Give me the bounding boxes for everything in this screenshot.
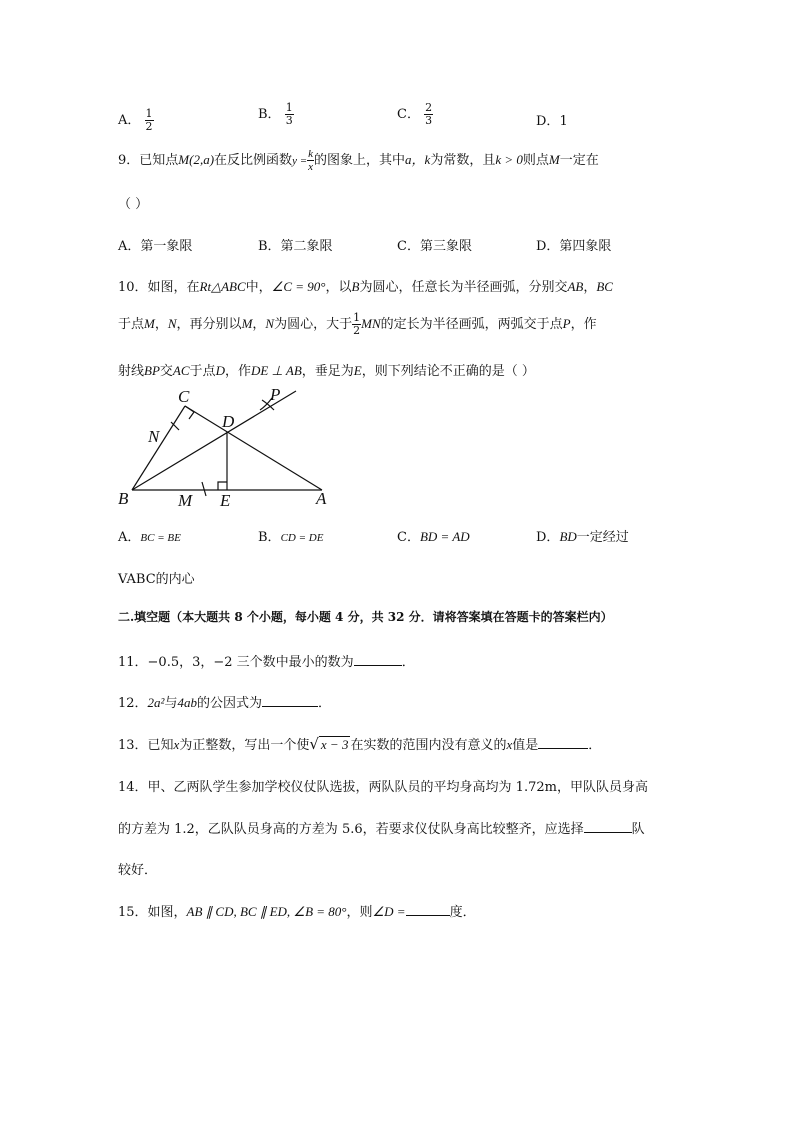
q9-mid3: 为常数，且 xyxy=(430,153,496,168)
q10-l3e: ，垂足为 xyxy=(301,364,354,379)
q10-option-a-expr: BC = BE xyxy=(140,532,181,544)
label-m: M xyxy=(178,491,193,510)
q12-a: 12． xyxy=(118,696,148,711)
q14-answer-blank[interactable] xyxy=(584,820,632,833)
q12 xyxy=(118,692,331,711)
q10-n2: N xyxy=(265,316,275,331)
q8-option-d-label: D． xyxy=(536,114,560,129)
q13-end: ． xyxy=(588,738,602,753)
q10-ac: AC xyxy=(172,363,190,378)
q10-option-a-label: A． xyxy=(118,530,141,545)
label-b: B xyxy=(118,489,129,508)
q9-mid1: 在反比例函数 xyxy=(214,153,293,168)
q9-func-lhs: y = xyxy=(292,155,308,167)
q15-ang: ∠D = xyxy=(372,904,406,919)
q10-option-b xyxy=(258,526,323,545)
q9-func-fraction xyxy=(307,148,314,173)
q9-point2: M xyxy=(548,152,560,167)
q10-l1d: 为圆心，任意长为半径画弧，分别交 xyxy=(359,280,568,295)
q8-option-b-fraction xyxy=(285,102,294,127)
q8-option-b-label: B． xyxy=(258,107,281,122)
q9-mid4: 则点 xyxy=(522,153,549,168)
q9-paren: （ ） xyxy=(118,197,149,212)
q10-option-c-label: C． xyxy=(397,530,420,545)
q14-l2b: 队 xyxy=(631,822,645,837)
q13-d: 值是 xyxy=(512,738,539,753)
q11-answer-blank[interactable] xyxy=(354,653,402,666)
q10-b1: B xyxy=(351,279,360,294)
q8-option-b-den: 3 xyxy=(285,114,293,127)
arc-mark-m xyxy=(202,482,206,496)
q8-option-d-value: 1 xyxy=(559,114,568,129)
q8-option-c xyxy=(397,102,433,127)
q10-tri: Rt△ABC xyxy=(199,279,246,294)
q10-m: M xyxy=(144,316,155,331)
q10-option-b-label: B． xyxy=(258,530,281,545)
q9-point: M xyxy=(178,152,190,167)
q10-l2e: 为圆心，大于 xyxy=(274,317,353,332)
q13 xyxy=(118,734,601,753)
q8-option-d xyxy=(536,110,568,129)
label-p: P xyxy=(270,386,281,404)
q8-option-b-num: 1 xyxy=(285,101,293,114)
q8-option-a-fraction xyxy=(145,108,154,133)
q11 xyxy=(118,651,415,670)
q10-l3b: 交 xyxy=(159,364,173,379)
q10-option-d-wrap: VABC的内心 xyxy=(118,572,195,587)
q9-func-den: x xyxy=(308,161,314,173)
q9-stem xyxy=(118,148,599,173)
q8-option-c-den: 3 xyxy=(425,114,433,127)
q10-half-den: 2 xyxy=(353,324,361,337)
q10-comma: ， xyxy=(583,280,597,295)
edge-bc xyxy=(132,406,185,490)
q10-d: D xyxy=(215,363,225,378)
q10-option-d-expr: BD xyxy=(559,529,577,544)
q13-c: 在实数的范围内没有意义的 xyxy=(350,738,507,753)
q15-b: ，则 xyxy=(346,905,373,920)
q9-func-num: k xyxy=(308,148,314,160)
q10-l1b: 中， xyxy=(245,280,272,295)
q10-l2c: ，再分别以 xyxy=(176,317,242,332)
q15-answer-blank[interactable] xyxy=(406,903,450,916)
q10-l2a: 于点 xyxy=(118,317,145,332)
q12-expr1: 2a² xyxy=(147,695,165,710)
right-angle-e xyxy=(218,482,227,490)
q10-n: N xyxy=(167,316,177,331)
q10-bp: BP xyxy=(144,363,160,378)
q10-figure xyxy=(110,386,350,512)
q8-option-a-num: 1 xyxy=(145,107,153,120)
q14-line2 xyxy=(118,818,645,837)
q10-bc: BC xyxy=(596,279,613,294)
q10-option-d-label: D． xyxy=(536,530,560,545)
edge-ca xyxy=(185,406,322,490)
q10-line2 xyxy=(118,312,597,337)
q10-option-c-expr: BD = AD xyxy=(419,529,470,544)
q9-cond: k > 0 xyxy=(495,152,523,167)
q10-line3 xyxy=(118,360,535,379)
q10-l3d: ，作 xyxy=(224,364,251,379)
q8-option-c-label: C． xyxy=(397,107,420,122)
q10-angle: ∠C = 90° xyxy=(271,279,326,294)
q9-option-a: A．第一象限 xyxy=(118,239,193,254)
q10-p: P xyxy=(562,316,571,331)
q10-mn: MN xyxy=(361,316,381,331)
q9-prefix: 9．已知点 xyxy=(118,153,179,168)
q13-x: x xyxy=(173,737,180,752)
q10-l1c: ，以 xyxy=(325,280,352,295)
q14-line3: 较好． xyxy=(118,863,158,878)
q12-mid: 与 xyxy=(164,696,178,711)
q12-tail: 的公因式为 xyxy=(196,696,262,711)
q12-end: ． xyxy=(317,696,331,711)
q8-option-a-den: 2 xyxy=(145,120,153,133)
q10-l3a: 射线 xyxy=(118,364,145,379)
section-2-title: 二.填空题（本大题共 8 个小题，每小题 4 分，共 32 分．请将答案填在答题卡的答案栏内） xyxy=(118,610,613,624)
q8-option-c-fraction xyxy=(424,102,433,127)
q9-tail: 一定在 xyxy=(559,153,599,168)
label-a: A xyxy=(316,489,327,508)
q13-answer-blank[interactable] xyxy=(538,736,588,749)
q10-ab: AB xyxy=(567,279,584,294)
q10-half-fraction xyxy=(352,312,361,337)
q11-end: ． xyxy=(401,655,415,670)
q10-half-num: 1 xyxy=(353,311,361,324)
label-n: N xyxy=(148,427,160,446)
q13-a: 13．已知 xyxy=(118,738,174,753)
right-angle-c xyxy=(185,406,194,419)
q10-option-a xyxy=(118,526,181,545)
q9-option-d: D．第四象限 xyxy=(536,239,612,254)
q12-expr2: 4ab xyxy=(177,695,197,710)
q10-de-ab: DE ⊥ AB xyxy=(250,363,302,378)
q10-option-b-expr: CD = DE xyxy=(280,532,324,544)
q10-m2: M xyxy=(241,316,253,331)
q10-l3c: 于点 xyxy=(189,364,216,379)
q10-l2f: 的定长为半径画弧，两弧交于点 xyxy=(380,317,563,332)
q10-l2g: ，作 xyxy=(570,317,597,332)
q13-x2: x xyxy=(506,737,513,752)
label-e: E xyxy=(220,491,231,510)
q15-expr: AB ∥ CD, BC ∥ ED, ∠B = 80° xyxy=(186,904,347,919)
q9-option-b: B．第二象限 xyxy=(258,239,333,254)
q13-b: 为正整数，写出一个使 xyxy=(179,738,310,753)
q9-vars: a，k xyxy=(405,152,431,167)
q10-l3f: ，则下列结论不正确的是（ ） xyxy=(361,364,535,379)
q10-option-c xyxy=(397,526,470,545)
q8-option-a-label: A． xyxy=(118,113,141,128)
q15-a: 15．如图， xyxy=(118,905,187,920)
q9-coords: (2,a) xyxy=(189,152,215,167)
q14-line1: 14．甲、乙两队学生参加学校仪仗队选拔，两队队员的平均身高均为 1.72m，甲队队员身高 xyxy=(118,780,648,795)
q8-option-a xyxy=(118,108,154,133)
q14-l2a: 的方差为 1.2，乙队队员身高的方差为 5.6，若要求仪仗队身高比较整齐，应选择 xyxy=(118,822,584,837)
q8-option-c-num: 2 xyxy=(425,101,433,114)
q9-mid2: 的图象上，其中 xyxy=(314,153,406,168)
q10-l2d: ， xyxy=(252,317,266,332)
q10-e: E xyxy=(353,363,362,378)
q15-c: 度． xyxy=(449,905,476,920)
label-c: C xyxy=(178,387,190,406)
q10-l1a: 10．如图，在 xyxy=(118,280,200,295)
q13-sqrt: x − 3 xyxy=(320,737,349,752)
q11-text: 11．−0.5，3，−2 三个数中最小的数为 xyxy=(118,655,354,670)
q8-option-b xyxy=(258,102,294,127)
q12-answer-blank[interactable] xyxy=(262,694,318,707)
q10-option-d xyxy=(536,526,629,545)
q10-option-d-tail: 一定经过 xyxy=(576,530,629,545)
q15 xyxy=(118,901,476,920)
sqrt-sign-icon: √ xyxy=(309,735,319,753)
q10-l2b: ， xyxy=(154,317,168,332)
q9-option-c: C．第三象限 xyxy=(397,239,472,254)
label-d: D xyxy=(222,412,235,431)
q10-line1 xyxy=(118,276,613,295)
